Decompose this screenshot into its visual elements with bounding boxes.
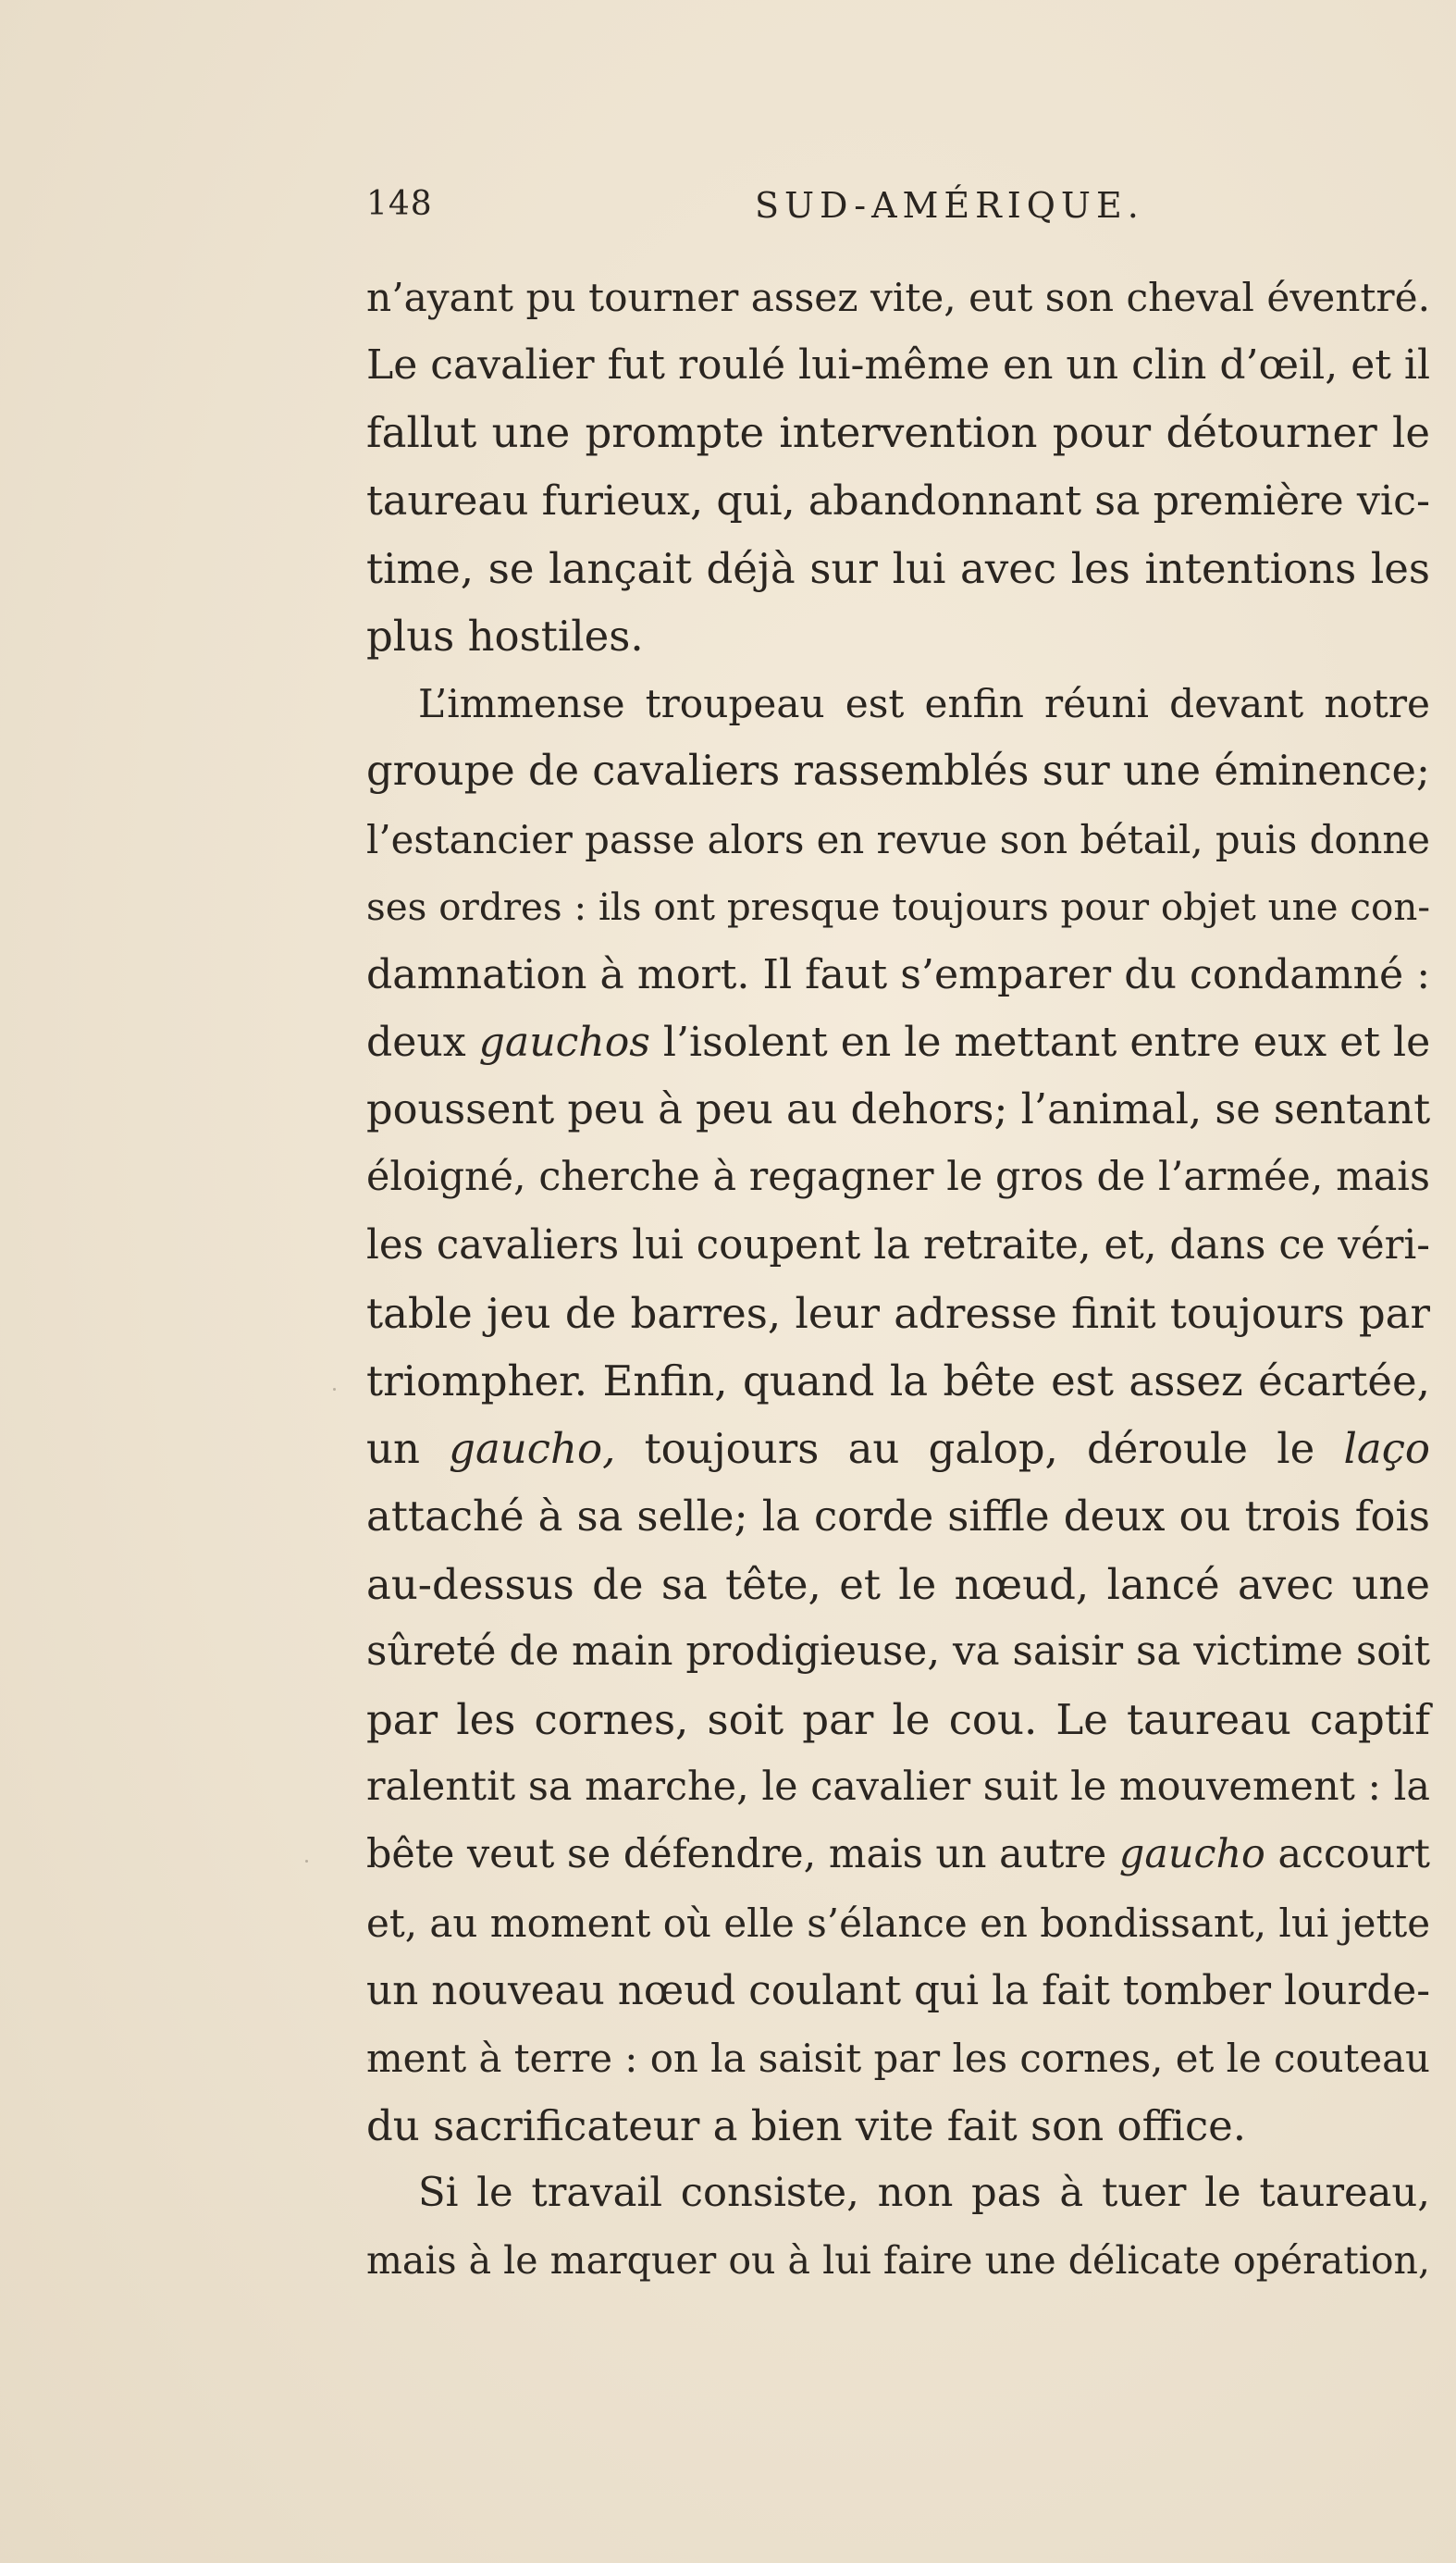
- text-line: au-dessus de sa tête, et le nœud, lancé avec une: [366, 1559, 1430, 1609]
- text-line: L’immense troupeau est enfin réuni devant notre: [418, 681, 1430, 727]
- text-line: attaché à sa selle; la corde siffle deux ou trois fois: [366, 1492, 1430, 1542]
- text-line: les cavaliers lui coupent la retraite, et, dans ce véri-: [366, 1221, 1430, 1269]
- text-line: ses ordres : ils ont presque toujours pour objet une con-: [366, 884, 1430, 929]
- italic-word: laço: [1343, 1424, 1430, 1474]
- text-line: mais à le marquer ou à lui faire une délicate opération,: [366, 2238, 1430, 2284]
- text-line: un nouveau nœud coulant qui la fait tomber lourde-: [366, 1966, 1430, 2014]
- text-line: du sacrificateur a bien vite fait son office.: [366, 2101, 1247, 2151]
- text-line: poussent peu à peu au dehors; l’animal, se sentant: [366, 1085, 1431, 1134]
- italic-word: gauchos: [478, 1019, 650, 1067]
- paper-speck: [368, 2059, 371, 2062]
- text-line: [366, 1821, 1430, 1888]
- text-line: groupe de cavaliers rassemblés sur une éminence;: [366, 747, 1430, 796]
- text-line: [366, 1415, 1430, 1482]
- text-line: l’estancier passe alors en revue son bétail, puis donne: [366, 816, 1430, 862]
- text-line: Le cavalier fut roulé lui-même en un clin d’œil, et il: [366, 341, 1431, 390]
- text-line: sûreté de main prodigieuse, va saisir sa victime soit: [366, 1628, 1430, 1675]
- text-line: fallut une prompte intervention pour détourner le: [366, 408, 1430, 458]
- text-line: par les cornes, soit par le cou. Le taureau captif: [366, 1694, 1430, 1744]
- text-line: plus hostiles.: [366, 611, 644, 661]
- text-fragment: l’isolent en le mettant entre eux et le: [649, 1019, 1431, 1067]
- italic-word: gaucho: [1118, 1831, 1265, 1878]
- paper-speck: [305, 1860, 308, 1863]
- text-line: ralentit sa marche, le cavalier suit le mouvement : la: [366, 1764, 1430, 1811]
- text-line: Si le travail consiste, non pas à tuer le taureau,: [418, 2170, 1430, 2217]
- running-title: SUD-AMÉRIQUE.: [755, 185, 1144, 226]
- page-number: 148: [366, 185, 433, 223]
- page-header: [366, 185, 1430, 241]
- text-line: ment à terre : on la saisit par les cornes, et le couteau: [366, 2035, 1430, 2081]
- text-fragment: un: [366, 1424, 450, 1474]
- text-line: n’ayant pu tourner assez vite, eut son cheval éventré.: [366, 275, 1430, 320]
- text-line: table jeu de barres, leur adresse finit toujours par: [366, 1288, 1430, 1338]
- body-text: [366, 264, 1430, 2296]
- text-fragment: accourt: [1265, 1831, 1430, 1878]
- text-line: et, au moment où elle s’élance en bondissant, lui jette: [366, 1900, 1431, 1946]
- text-line: éloigné, cherche à regagner le gros de l’armée, mais: [366, 1154, 1430, 1201]
- text-line: time, se lançait déjà sur lui avec les intentions les: [366, 543, 1430, 593]
- text-fragment: toujours au galop, déroule le: [615, 1424, 1344, 1474]
- text-line: [366, 1009, 1430, 1076]
- paper-speck: [333, 1388, 336, 1391]
- text-line: triompher. Enfin, quand la bête est assez écartée,: [366, 1356, 1430, 1405]
- text-line: taureau furieux, qui, abandonnant sa première vic-: [366, 477, 1430, 525]
- text-fragment: deux: [366, 1019, 479, 1067]
- text-line: damnation à mort. Il faut s’emparer du condamné :: [366, 950, 1431, 998]
- text-fragment: bête veut se défendre, mais un autre: [366, 1831, 1119, 1878]
- italic-word: gaucho,: [449, 1424, 616, 1474]
